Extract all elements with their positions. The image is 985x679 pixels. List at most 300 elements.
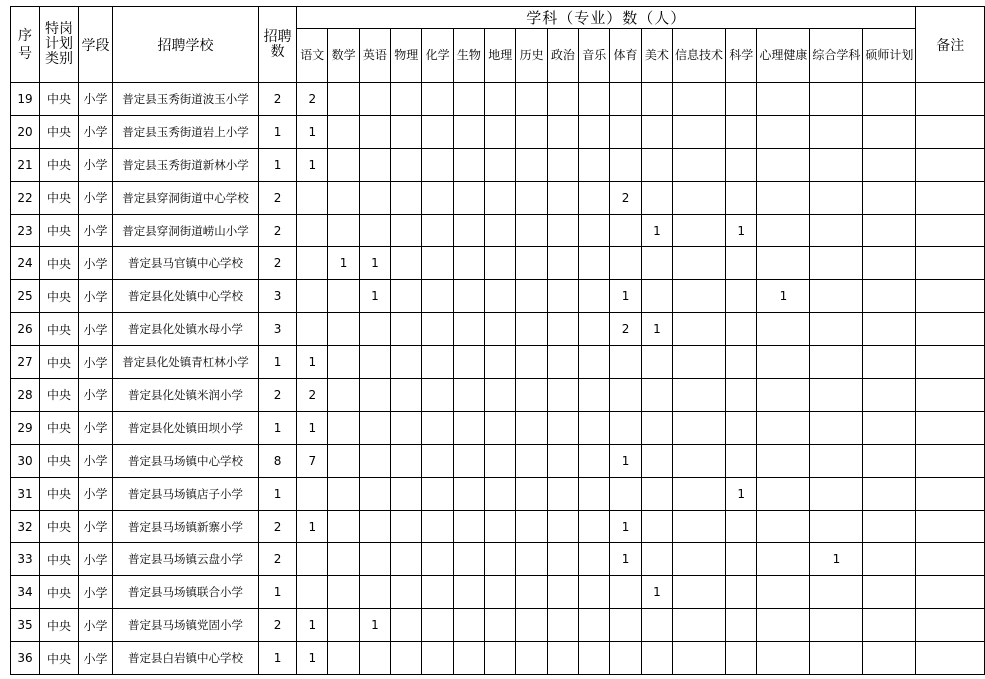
row-count: 2	[259, 543, 297, 576]
row-subject-cell	[547, 642, 578, 675]
row-subject-cell	[579, 609, 610, 642]
row-subject-cell	[453, 477, 484, 510]
row-subject-cell	[328, 444, 359, 477]
row-subject-cell	[516, 181, 547, 214]
row-subject-cell	[579, 346, 610, 379]
row-subject-cell	[547, 280, 578, 313]
row-subject-cell	[328, 148, 359, 181]
row-plan-type: 中央	[39, 214, 78, 247]
row-seq: 20	[11, 115, 40, 148]
row-subject-cell	[673, 115, 726, 148]
row-subject-cell	[579, 247, 610, 280]
row-remark	[916, 510, 985, 543]
row-count: 8	[259, 444, 297, 477]
row-subject-cell: 1	[610, 543, 641, 576]
row-subject-cell: 1	[610, 444, 641, 477]
row-remark	[916, 379, 985, 412]
header-subject: 语文	[297, 29, 328, 83]
header-subjects-title: 学科（专业）数（人）	[297, 7, 916, 29]
row-seq: 36	[11, 642, 40, 675]
row-subject-cell	[328, 642, 359, 675]
row-plan-type: 中央	[39, 379, 78, 412]
row-subject-cell	[453, 510, 484, 543]
row-subject-cell	[422, 214, 453, 247]
row-subject-cell	[453, 543, 484, 576]
row-remark	[916, 148, 985, 181]
header-subject: 地理	[485, 29, 516, 83]
row-count: 1	[259, 115, 297, 148]
row-remark	[916, 477, 985, 510]
row-school: 普定县马场镇云盘小学	[112, 543, 258, 576]
row-subject-cell	[863, 280, 916, 313]
row-subject-cell	[641, 444, 672, 477]
row-subject-cell	[610, 148, 641, 181]
row-subject-cell	[726, 280, 757, 313]
table-row	[11, 83, 985, 116]
header-subject: 物理	[391, 29, 422, 83]
row-subject-cell	[359, 411, 390, 444]
row-count: 1	[259, 642, 297, 675]
table-body	[11, 83, 985, 675]
row-subject-cell	[391, 214, 422, 247]
row-count: 2	[259, 214, 297, 247]
row-school: 普定县化处镇米润小学	[112, 379, 258, 412]
row-subject-cell	[579, 115, 610, 148]
row-seq: 26	[11, 313, 40, 346]
row-subject-cell	[757, 477, 810, 510]
row-subject-cell	[453, 83, 484, 116]
row-stage: 小学	[79, 609, 113, 642]
row-subject-cell	[453, 313, 484, 346]
row-stage: 小学	[79, 181, 113, 214]
row-subject-cell	[485, 477, 516, 510]
row-subject-cell	[516, 477, 547, 510]
row-count: 1	[259, 148, 297, 181]
row-subject-cell	[391, 411, 422, 444]
row-subject-cell: 1	[297, 510, 328, 543]
row-subject-cell	[297, 181, 328, 214]
row-plan-type: 中央	[39, 313, 78, 346]
row-subject-cell	[579, 280, 610, 313]
row-subject-cell	[422, 477, 453, 510]
header-school: 招聘学校	[112, 7, 258, 83]
row-subject-cell	[673, 510, 726, 543]
row-subject-cell	[453, 444, 484, 477]
row-subject-cell	[726, 346, 757, 379]
row-subject-cell	[453, 379, 484, 412]
row-subject-cell	[359, 510, 390, 543]
row-remark	[916, 543, 985, 576]
row-subject-cell	[726, 576, 757, 609]
row-subject-cell	[485, 83, 516, 116]
table-row	[11, 379, 985, 412]
row-subject-cell	[810, 83, 863, 116]
row-subject-cell	[485, 115, 516, 148]
row-subject-cell	[359, 576, 390, 609]
row-subject-cell	[863, 115, 916, 148]
row-subject-cell	[547, 379, 578, 412]
row-subject-cell	[485, 510, 516, 543]
row-subject-cell	[328, 214, 359, 247]
row-subject-cell	[757, 510, 810, 543]
row-subject-cell	[547, 576, 578, 609]
row-count: 1	[259, 477, 297, 510]
row-subject-cell	[757, 444, 810, 477]
table-row	[11, 148, 985, 181]
row-subject-cell: 1	[641, 313, 672, 346]
row-count: 2	[259, 510, 297, 543]
row-subject-cell	[328, 576, 359, 609]
row-subject-cell	[757, 379, 810, 412]
row-subject-cell	[547, 83, 578, 116]
row-plan-type: 中央	[39, 247, 78, 280]
row-subject-cell: 1	[610, 510, 641, 543]
row-subject-cell	[757, 247, 810, 280]
row-school: 普定县白岩镇中心学校	[112, 642, 258, 675]
row-subject-cell	[673, 181, 726, 214]
row-subject-cell	[485, 379, 516, 412]
row-plan-type: 中央	[39, 280, 78, 313]
row-subject-cell	[422, 313, 453, 346]
row-subject-cell	[757, 642, 810, 675]
row-subject-cell	[641, 115, 672, 148]
row-plan-type: 中央	[39, 411, 78, 444]
table-row	[11, 181, 985, 214]
row-subject-cell	[391, 543, 422, 576]
row-subject-cell	[641, 181, 672, 214]
row-subject-cell	[757, 576, 810, 609]
row-subject-cell	[726, 543, 757, 576]
row-subject-cell	[726, 83, 757, 116]
row-subject-cell	[641, 477, 672, 510]
row-subject-cell	[328, 115, 359, 148]
row-subject-cell	[516, 510, 547, 543]
row-subject-cell	[328, 280, 359, 313]
row-subject-cell	[810, 280, 863, 313]
row-subject-cell	[863, 411, 916, 444]
row-subject-cell	[547, 313, 578, 346]
row-subject-cell	[863, 181, 916, 214]
row-subject-cell	[391, 346, 422, 379]
row-seq: 19	[11, 83, 40, 116]
row-stage: 小学	[79, 214, 113, 247]
row-subject-cell	[673, 148, 726, 181]
row-subject-cell	[726, 411, 757, 444]
row-subject-cell	[757, 313, 810, 346]
row-subject-cell	[297, 247, 328, 280]
row-subject-cell: 1	[610, 280, 641, 313]
row-subject-cell	[726, 115, 757, 148]
row-subject-cell	[579, 543, 610, 576]
row-subject-cell	[485, 642, 516, 675]
row-subject-cell	[863, 510, 916, 543]
row-remark	[916, 214, 985, 247]
row-subject-cell	[863, 148, 916, 181]
row-subject-cell	[673, 83, 726, 116]
table-row	[11, 346, 985, 379]
row-school: 普定县马场镇联合小学	[112, 576, 258, 609]
row-stage: 小学	[79, 83, 113, 116]
row-subject-cell	[391, 510, 422, 543]
row-subject-cell	[810, 411, 863, 444]
row-subject-cell	[673, 477, 726, 510]
row-subject-cell	[810, 115, 863, 148]
row-seq: 28	[11, 379, 40, 412]
header-subject: 硕师计划	[863, 29, 916, 83]
row-school: 普定县穿洞街道崂山小学	[112, 214, 258, 247]
row-subject-cell	[453, 280, 484, 313]
row-seq: 31	[11, 477, 40, 510]
row-subject-cell	[422, 543, 453, 576]
row-subject-cell	[516, 115, 547, 148]
row-subject-cell: 1	[359, 247, 390, 280]
row-subject-cell	[673, 543, 726, 576]
row-subject-cell	[641, 83, 672, 116]
header-subject: 科学	[726, 29, 757, 83]
row-subject-cell	[328, 83, 359, 116]
row-subject-cell	[547, 411, 578, 444]
row-subject-cell	[757, 83, 810, 116]
row-subject-cell	[422, 247, 453, 280]
row-count: 1	[259, 411, 297, 444]
row-subject-cell: 1	[726, 477, 757, 510]
row-subject-cell	[810, 444, 863, 477]
header-subject: 心理健康	[757, 29, 810, 83]
row-subject-cell	[359, 148, 390, 181]
row-remark	[916, 411, 985, 444]
row-subject-cell	[422, 181, 453, 214]
row-subject-cell	[516, 642, 547, 675]
row-subject-cell	[547, 181, 578, 214]
row-subject-cell	[359, 477, 390, 510]
row-subject-cell	[547, 609, 578, 642]
table-row	[11, 115, 985, 148]
row-subject-cell	[453, 411, 484, 444]
row-subject-cell	[328, 543, 359, 576]
row-subject-cell	[641, 247, 672, 280]
row-seq: 35	[11, 609, 40, 642]
row-subject-cell	[810, 346, 863, 379]
row-subject-cell	[328, 609, 359, 642]
row-subject-cell	[516, 313, 547, 346]
row-seq: 34	[11, 576, 40, 609]
row-subject-cell	[673, 280, 726, 313]
row-school: 普定县玉秀街道岩上小学	[112, 115, 258, 148]
row-subject-cell	[422, 642, 453, 675]
row-subject-cell	[547, 148, 578, 181]
table-row	[11, 543, 985, 576]
row-subject-cell	[391, 148, 422, 181]
row-subject-cell	[610, 411, 641, 444]
row-subject-cell	[359, 214, 390, 247]
table-row	[11, 510, 985, 543]
row-subject-cell	[485, 214, 516, 247]
row-stage: 小学	[79, 411, 113, 444]
row-subject-cell	[810, 379, 863, 412]
row-subject-cell	[391, 642, 422, 675]
row-plan-type: 中央	[39, 115, 78, 148]
row-stage: 小学	[79, 313, 113, 346]
row-subject-cell	[453, 642, 484, 675]
row-subject-cell	[422, 346, 453, 379]
row-subject-cell	[610, 346, 641, 379]
row-stage: 小学	[79, 346, 113, 379]
row-subject-cell	[297, 543, 328, 576]
row-subject-cell	[297, 280, 328, 313]
row-subject-cell	[579, 510, 610, 543]
row-subject-cell	[516, 543, 547, 576]
row-subject-cell	[391, 115, 422, 148]
row-subject-cell	[810, 313, 863, 346]
row-subject-cell	[863, 609, 916, 642]
row-subject-cell: 1	[641, 576, 672, 609]
recruitment-table	[10, 6, 985, 675]
row-subject-cell	[328, 379, 359, 412]
row-subject-cell: 2	[297, 83, 328, 116]
row-subject-cell	[297, 477, 328, 510]
table-row	[11, 477, 985, 510]
header-subject: 数学	[328, 29, 359, 83]
row-subject-cell	[610, 214, 641, 247]
row-subject-cell	[673, 346, 726, 379]
header-subject: 历史	[516, 29, 547, 83]
header-stage: 学段	[79, 7, 113, 83]
row-subject-cell	[673, 642, 726, 675]
header-seq: 序号	[11, 7, 40, 83]
row-school: 普定县马场镇党固小学	[112, 609, 258, 642]
row-subject-cell	[757, 181, 810, 214]
row-subject-cell	[359, 379, 390, 412]
row-stage: 小学	[79, 115, 113, 148]
row-subject-cell	[391, 444, 422, 477]
row-subject-cell	[726, 609, 757, 642]
row-subject-cell	[516, 379, 547, 412]
row-school: 普定县马场镇新寨小学	[112, 510, 258, 543]
header-subject: 政治	[547, 29, 578, 83]
table-row	[11, 313, 985, 346]
row-subject-cell	[641, 148, 672, 181]
row-subject-cell	[726, 148, 757, 181]
row-subject-cell	[726, 379, 757, 412]
row-subject-cell	[391, 477, 422, 510]
row-subject-cell	[359, 543, 390, 576]
row-subject-cell	[422, 379, 453, 412]
table-row	[11, 576, 985, 609]
row-subject-cell	[810, 247, 863, 280]
row-stage: 小学	[79, 477, 113, 510]
row-subject-cell	[547, 247, 578, 280]
row-subject-cell	[485, 181, 516, 214]
row-count: 2	[259, 609, 297, 642]
row-subject-cell	[453, 576, 484, 609]
row-subject-cell	[726, 444, 757, 477]
row-subject-cell	[641, 642, 672, 675]
row-subject-cell	[516, 247, 547, 280]
row-subject-cell	[516, 148, 547, 181]
row-subject-cell	[673, 214, 726, 247]
row-school: 普定县化处镇水母小学	[112, 313, 258, 346]
row-subject-cell	[391, 83, 422, 116]
row-subject-cell: 1	[328, 247, 359, 280]
row-seq: 23	[11, 214, 40, 247]
row-subject-cell	[673, 379, 726, 412]
row-subject-cell	[673, 313, 726, 346]
row-subject-cell	[610, 379, 641, 412]
table-row	[11, 411, 985, 444]
row-subject-cell	[547, 543, 578, 576]
row-subject-cell	[673, 609, 726, 642]
row-seq: 25	[11, 280, 40, 313]
row-subject-cell	[641, 510, 672, 543]
row-subject-cell	[422, 83, 453, 116]
row-school: 普定县马场镇中心学校	[112, 444, 258, 477]
row-subject-cell	[610, 477, 641, 510]
table-row	[11, 214, 985, 247]
row-plan-type: 中央	[39, 510, 78, 543]
row-seq: 32	[11, 510, 40, 543]
row-subject-cell	[757, 346, 810, 379]
row-count: 3	[259, 313, 297, 346]
row-subject-cell	[516, 214, 547, 247]
row-subject-cell	[579, 214, 610, 247]
row-seq: 29	[11, 411, 40, 444]
header-subject: 英语	[359, 29, 390, 83]
row-remark	[916, 313, 985, 346]
row-subject-cell	[641, 280, 672, 313]
row-subject-cell	[579, 148, 610, 181]
row-subject-cell	[359, 444, 390, 477]
row-subject-cell	[516, 576, 547, 609]
table-row	[11, 609, 985, 642]
row-subject-cell	[328, 346, 359, 379]
row-stage: 小学	[79, 543, 113, 576]
row-subject-cell	[359, 181, 390, 214]
row-subject-cell	[422, 411, 453, 444]
row-remark	[916, 115, 985, 148]
row-stage: 小学	[79, 280, 113, 313]
row-remark	[916, 181, 985, 214]
row-plan-type: 中央	[39, 576, 78, 609]
row-seq: 22	[11, 181, 40, 214]
table-row	[11, 247, 985, 280]
row-subject-cell	[391, 313, 422, 346]
row-count: 2	[259, 83, 297, 116]
row-subject-cell	[863, 83, 916, 116]
row-plan-type: 中央	[39, 543, 78, 576]
header-subject: 化学	[422, 29, 453, 83]
header-remarks: 备注	[916, 7, 985, 83]
row-subject-cell	[641, 379, 672, 412]
row-remark	[916, 444, 985, 477]
row-count: 1	[259, 576, 297, 609]
row-school: 普定县化处镇青杠林小学	[112, 346, 258, 379]
row-remark	[916, 346, 985, 379]
row-subject-cell	[297, 576, 328, 609]
row-subject-cell	[391, 609, 422, 642]
row-subject-cell	[863, 543, 916, 576]
row-subject-cell	[453, 214, 484, 247]
row-plan-type: 中央	[39, 477, 78, 510]
row-subject-cell	[641, 609, 672, 642]
row-subject-cell	[359, 642, 390, 675]
row-seq: 33	[11, 543, 40, 576]
row-subject-cell	[328, 313, 359, 346]
row-remark	[916, 609, 985, 642]
row-subject-cell	[579, 379, 610, 412]
row-subject-cell	[485, 576, 516, 609]
row-subject-cell	[485, 313, 516, 346]
row-subject-cell	[757, 148, 810, 181]
